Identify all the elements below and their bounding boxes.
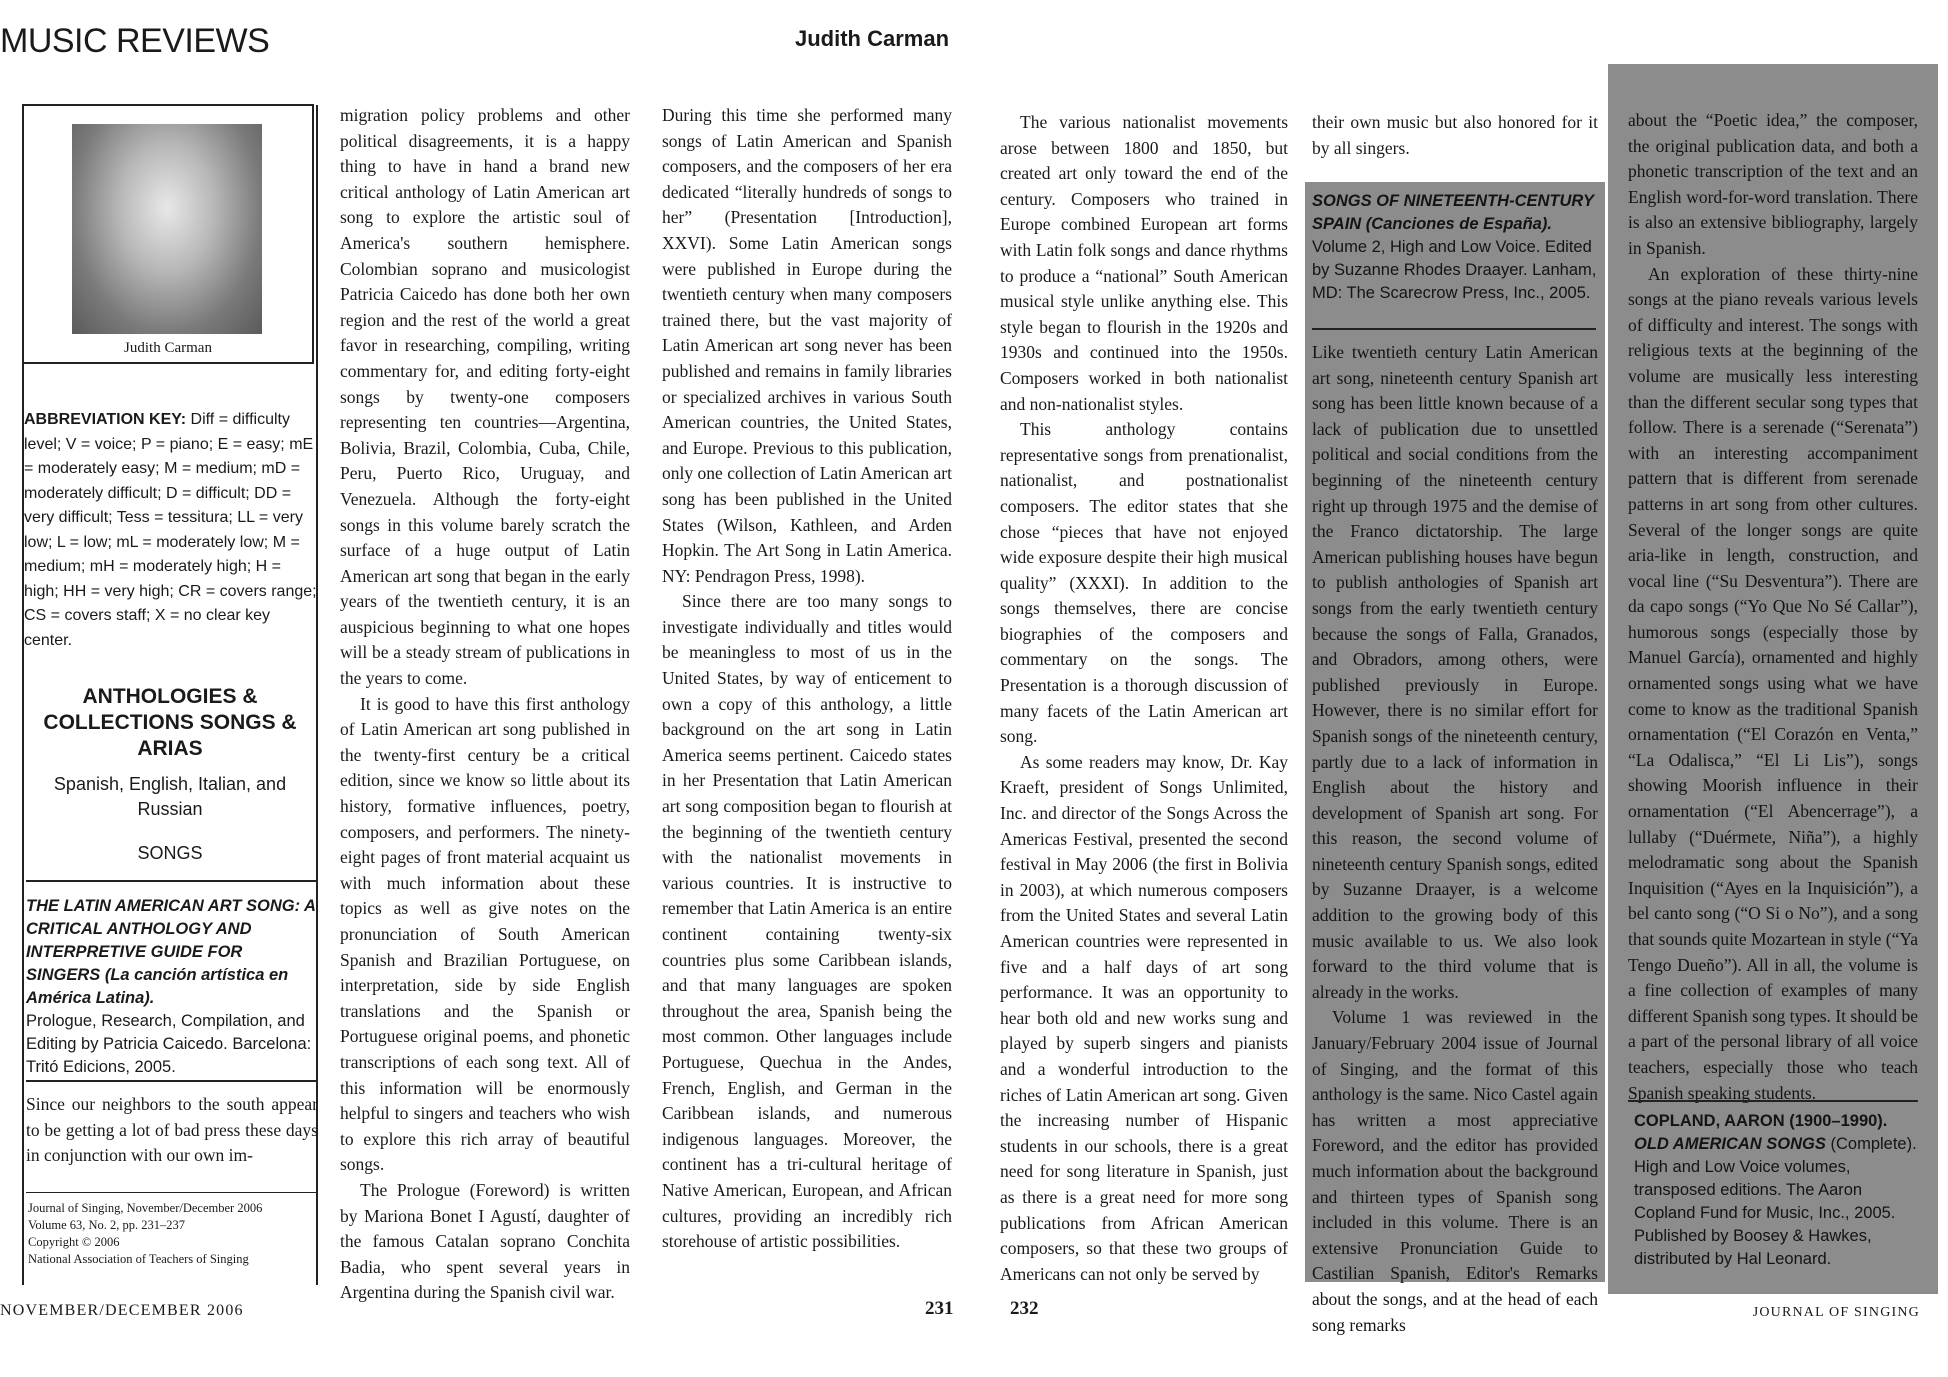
- text-column-1: [340, 103, 630, 1306]
- text-column-4-top: [1312, 110, 1598, 161]
- page-number-left: 231: [925, 1298, 954, 1319]
- section-languages: Spanish, English, Italian, and Russian: [53, 774, 287, 819]
- footer-issue: NOVEMBER/DECEMBER 2006: [0, 1302, 244, 1319]
- entry-subtitle: [1634, 1133, 1920, 1156]
- photo-caption: Judith Carman: [124, 340, 212, 356]
- author-header: Judith Carman: [795, 26, 950, 51]
- intro-paragraph: Since our neighbors to the south appear to be getting a lot of bad press these days in conjunction with our own im-: [26, 1094, 318, 1166]
- divider: [26, 880, 316, 882]
- abbreviation-key-text: Diff = difficulty level; V = voice; P = piano; E = easy; mE = moderately easy; M = medium; mD = moderately difficult; D = difficult; DD = very difficult; Tess = tessitura; LL = very low; L = low; mL = moderately low; M = medium; mH = moderately high; H = high; HH = very high; CR = covers range; CS = covers staff; X = no clear key center.: [24, 411, 317, 649]
- review-entry-heading: [1634, 1110, 1920, 1271]
- divider: [26, 1080, 316, 1082]
- footnote-line: Volume 63, No. 2, pp. 231–237: [28, 1218, 186, 1232]
- entry-meta: Volume 2, High and Low Voice. Edited by Suzanne Rhodes Draayer. Lanham, MD: The Scarecrow Press, Inc., 2005.: [1312, 238, 1597, 302]
- text-column-4: [1312, 340, 1598, 1338]
- divider: [1312, 328, 1596, 330]
- entry-title: COPLAND, AARON (1900–1990).: [1634, 1112, 1888, 1130]
- paragraph: This anthology contains representative songs from prenationalist, nationalist, and postnationalist composers. The editor states that she chose “pieces that have not enjoyed wide exposure despite their high musical quality” (XXXI). In addition to the songs themselves, there are concise biographies of the composers and commentary on the songs. The Presentation is a thorough discussion of many facets of the Latin American art song.: [1000, 419, 1288, 747]
- text-column-2: [662, 103, 952, 1255]
- divider: [1628, 1100, 1918, 1102]
- author-photo: [72, 124, 262, 334]
- paragraph: their own music but also honored for it by all singers.: [1312, 112, 1598, 158]
- entry-subtitle-suffix: (Complete).: [1825, 1135, 1917, 1153]
- review-entry-heading: [1312, 190, 1598, 305]
- paragraph: An exploration of these thirty-nine songs at the piano reveals various levels of difficulty and interest. The songs with religious texts at the beginning of the volume are musically less interesting than the different secular song types that follow. There is a serenade (“Serenata”) with an interesting accompaniment pattern that is different from serenade patterns in art song from other cultures. Several of the longer songs are quite aria-like in length, construction, and vocal line (“Su Desventura”). There are da capo songs (“Yo Que No Sé Callar”), humorous songs (especially those by Manuel García), ornamented and highly ornamented songs using what we have come to know as the traditional Spanish ornamentation (“El Corazón en Venta,” “La Odalisca,” “El Li Lis”), songs showing Moorish influence in their ornamentation (“El Abencerrage”), a lullaby (“Duérmete, Niña”), a highly melodramatic song about the Spanish Inquisition (“Ayes en la Inquisición”), a bel canto song (“O Si o No”), and a song that sounds quite Mozartean in style (“Ya Tengo Dueño”). All in all, the volume is a fine collection of examples of many different Spanish song types. It should be a part of the personal library of all voice teachers, especially those who teach Spanish speaking students.: [1628, 263, 1918, 1103]
- divider: [26, 1192, 316, 1193]
- footnote-line: Journal of Singing, November/December 2006: [28, 1201, 263, 1215]
- paragraph: about the “Poetic idea,” the composer, the original publication data, and both a phonetic transcription of the text and an English word-for-word translation. There is also an extensive bibliography, largely in Spanish.: [1628, 110, 1918, 258]
- paragraph: migration policy problems and other political disagreements, it is a happy thing to have in hand a brand new critical anthology of Latin American art song to explore the artistic soul of America's southern hemisphere. Colombian soprano and musicologist Patricia Caicedo has done both her own region and the rest of the world a great favor in researching, compiling, writing commentary for, and editing forty-eight songs by twenty-one composers representing ten countries—Argentina, Bolivia, Brazil, Colombia, Cuba, Chile, Peru, Puerto Rico, Uruguay, and Venezuela. Although the forty-eight songs in this volume barely scratch the surface of a huge output of Latin American art song that began in the early years of the twentieth century, it is an auspicious beginning to what one hopes will be a steady stream of publications in the years to come.: [340, 105, 630, 689]
- entry-title: THE LATIN AMERICAN ART SONG: A CRITICAL ANTHOLOGY AND INTERPRETIVE GUIDE FOR SINGERS (La canción artística en América Latina).: [26, 897, 316, 1007]
- abbreviation-key: [24, 408, 319, 653]
- paragraph: The various nationalist movements arose between 1800 and 1850, but created art only toward the end of the century. Composers who trained in Europe combined European art forms with Latin folk songs and dance rhythms to produce a “national” South American musical style unlike anything else. This style began to flourish in the 1920s and 1930s and continued into the 1950s. Composers worked in both nationalist and non-nationalist styles.: [1000, 112, 1288, 414]
- entry-meta: Prologue, Research, Compilation, and Editing by Patricia Caicedo. Barcelona: Tritó Edicions, 2005.: [26, 1012, 312, 1076]
- paragraph: Volume 1 was reviewed in the January/February 2004 issue of Journal of Singing, and the format of this anthology is the same. Nico Castel again has written a most appreciative Foreword, and the editor has provided much information about the background and thirteen types of Spanish song included in this volume. There is an extensive Pronunciation Guide to Castilian Spanish, Editor's Remarks about the songs, and at the head of each song remarks: [1312, 1007, 1598, 1335]
- author-photo-frame: [22, 104, 314, 364]
- entry-meta: High and Low Voice volumes, transposed editions. The Aaron Copland Fund for Music, Inc., 2005. Published by Boosey & Hawkes, distributed by Hal Leonard.: [1634, 1158, 1896, 1268]
- abbreviation-key-label: ABBREVIATION KEY:: [24, 411, 187, 428]
- entry-title: SONGS OF NINETEENTH-CENTURY SPAIN (Canciones de España).: [1312, 192, 1594, 233]
- section-heading: ANTHOLOGIES & COLLECTIONS SONGS & ARIAS: [43, 685, 297, 760]
- copyright-footnote: [28, 1200, 318, 1268]
- review-intro: [26, 1092, 318, 1169]
- paragraph: Since there are too many songs to investigate individually and titles would be meaningless to most of us in the United States, by way of enticement to own a copy of this anthology, a little background on the art song in Latin America seems pertinent. Caicedo states in her Presentation that Latin American art song composition began to flourish at the beginning of the twentieth century with the nationalist movements in various countries. It is instructive to remember that Latin America is an entire continent containing twenty-six countries plus some Caribbean islands, and that many languages are spoken throughout the area, Spanish being the most common. Other languages include Portuguese, Quechua in the Andes, French, English, and German in the Caribbean islands, and numerous indigenous languages. Moreover, the continent has a tri-cultural heritage of Native American, European, and African cultures, providing an incredibly rich storehouse of artistic possibilities.: [662, 591, 952, 1252]
- footnote-line: Copyright © 2006: [28, 1235, 120, 1249]
- section-songs-label: SONGS: [137, 843, 203, 863]
- entry-subtitle-title: OLD AMERICAN SONGS: [1634, 1135, 1826, 1153]
- text-column-3: [1000, 110, 1288, 1287]
- section-header: MUSIC REVIEWS: [0, 22, 270, 60]
- text-column-5: [1628, 108, 1918, 1106]
- paragraph: The Prologue (Foreword) is written by Mariona Bonet I Agustí, daughter of the famous Catalan soprano Conchita Badia, who spent several years in Argentina during the Spanish civil war.: [340, 1179, 630, 1303]
- page-number-right: 232: [1010, 1298, 1039, 1319]
- paragraph: Like twentieth century Latin American art song, nineteenth century Spanish art song has been little known because of a lack of publication due to unsettled political and social conditions from the beginning of the nineteenth century right up through 1975 and the demise of the Franco dictatorship. The large American publishing houses have begun to publish anthologies of Spanish art songs from the early twentieth century because the songs of Falla, Granados, and Obradors, among others, were published previously in Europe. However, there is no similar effort for Spanish songs of the nineteenth century, partly due to a lack of information in English about the history and development of Spanish art song. For this reason, the second volume of nineteenth century Spanish songs, edited by Suzanne Draayer, is a welcome addition to the growing body of this music available to us. We also look forward to the third volume that is already in the works.: [1312, 342, 1598, 1002]
- paragraph: During this time she performed many songs of Latin American and Spanish composers, and the composers of her era dedicated “literally hundreds of songs to her” (Presentation [Introduction], XXVI). Some Latin American songs were published in Europe during the twentieth century when many composers trained there, but the vast majority of Latin American art song never has been published and remains in family libraries or specialized archives in various South American countries, the United States, and Europe. Previous to this publication, only one collection of Latin American art song has been published in the United States (Wilson, Kathleen, and Arden Hopkin. The Art Song in Latin America. NY: Pendragon Press, 1998).: [662, 105, 952, 586]
- paragraph: It is good to have this first anthology of Latin American art song published in the twenty-first century be a critical edition, since we know so little about its history, formative influences, poetry, composers, and performers. The ninety-eight pages of front material acquaint us with much information about these topics as well as give notes on the pronunciation of South American Spanish and Brazilian Portuguese, on interpretation, side by side English translations and the Spanish or Portuguese original poems, and phonetic transcriptions of each song text. All of this information will be enormously helpful to singers and teachers who wish to explore this rich array of beautiful songs.: [340, 693, 630, 1175]
- footnote-line: National Association of Teachers of Singing: [28, 1252, 249, 1266]
- review-entry-heading: [26, 895, 318, 1079]
- footer-journal: JOURNAL OF SINGING: [1752, 1305, 1920, 1320]
- paragraph: As some readers may know, Dr. Kay Kraeft, president of Songs Unlimited, Inc. and director of the Songs Across the Americas Festival, presented the second festival in May 2006 (the first in Bolivia in 2003), at which numerous composers from the United States and several Latin American countries were represented in five and a half days of art song performance. It was an opportunity to hear both old and new works sung and played by superb singers and pianists and a wonderful introduction to the riches of Latin American art song. Given the increasing number of Hispanic students in our schools, there is a great need for song literature in Spanish, just as there is a great need for more song publications from African American composers, so that these two groups of Americans can not only be served by: [1000, 751, 1288, 1284]
